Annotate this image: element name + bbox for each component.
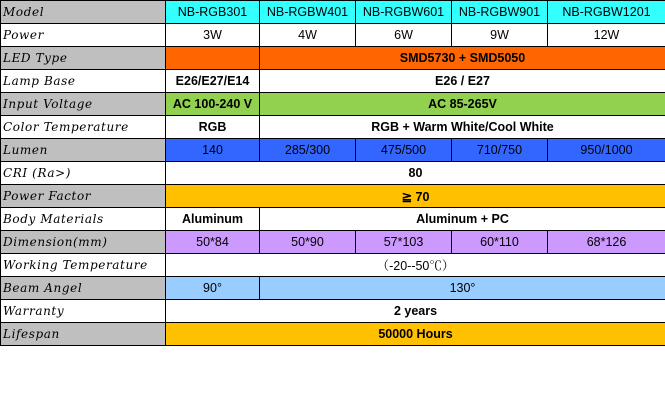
row-led-type [1,47,665,70]
label-led-type: LED Type [1,47,166,70]
lumen-cell: 285/300 [260,139,356,162]
power-cell: 12W [548,24,665,47]
power-cell: 3W [166,24,260,47]
beam-angel-rest: 130° [260,277,665,300]
label-beam-angel: Beam Angel [1,277,166,300]
row-beam-angel [1,277,665,300]
model-cell: NB-RGBW1201 [548,1,665,24]
label-lamp-base: Lamp Base [1,70,166,93]
led-type-spacer [166,47,260,70]
model-cell: NB-RGBW901 [452,1,548,24]
lumen-cell: 950/1000 [548,139,665,162]
body-materials-first: Aluminum [166,208,260,231]
lumen-cell: 475/500 [356,139,452,162]
warranty-value: 2 years [166,300,665,323]
led-type-value: SMD5730 + SMD5050 [260,47,665,70]
row-working-temperature [1,254,665,277]
row-power-factor [1,185,665,208]
row-color-temperature [1,116,665,139]
lamp-base-first: E26/E27/E14 [166,70,260,93]
working-temperature-value: （-20--50℃） [166,254,665,277]
label-color-temperature: Color Temperature [1,116,166,139]
model-cell: NB-RGBW401 [260,1,356,24]
row-power [1,24,665,47]
label-lifespan: Lifespan [1,323,166,346]
dimension-cell: 57*103 [356,231,452,254]
lifespan-value: 50000 Hours [166,323,665,346]
dimension-cell: 68*126 [548,231,665,254]
label-input-voltage: Input Voltage [1,93,166,116]
power-factor-value: ≧ 70 [166,185,665,208]
lumen-cell: 710/750 [452,139,548,162]
row-model [1,1,665,24]
row-dimension [1,231,665,254]
row-lifespan [1,323,665,346]
dimension-cell: 50*84 [166,231,260,254]
label-model: Model [1,1,166,24]
power-cell: 9W [452,24,548,47]
input-voltage-first: AC 100-240 V [166,93,260,116]
cri-value: 80 [166,162,665,185]
label-body-materials: Body Materials [1,208,166,231]
row-cri [1,162,665,185]
row-lumen [1,139,665,162]
label-working-temperature: Working Temperature [1,254,166,277]
power-cell: 6W [356,24,452,47]
label-power: Power [1,24,166,47]
lumen-cell: 140 [166,139,260,162]
model-cell: NB-RGB301 [166,1,260,24]
color-temperature-first: RGB [166,116,260,139]
power-cell: 4W [260,24,356,47]
model-cell: NB-RGBW601 [356,1,452,24]
row-body-materials [1,208,665,231]
label-dimension: Dimension(mm) [1,231,166,254]
label-lumen: Lumen [1,139,166,162]
label-warranty: Warranty [1,300,166,323]
dimension-cell: 60*110 [452,231,548,254]
row-lamp-base [1,70,665,93]
beam-angel-first: 90° [166,277,260,300]
label-power-factor: Power Factor [1,185,166,208]
label-cri: CRI (Ra>) [1,162,166,185]
dimension-cell: 50*90 [260,231,356,254]
lamp-base-rest: E26 / E27 [260,70,665,93]
row-warranty [1,300,665,323]
color-temperature-rest: RGB + Warm White/Cool White [260,116,665,139]
body-materials-rest: Aluminum + PC [260,208,665,231]
input-voltage-rest: AC 85-265V [260,93,665,116]
row-input-voltage [1,93,665,116]
